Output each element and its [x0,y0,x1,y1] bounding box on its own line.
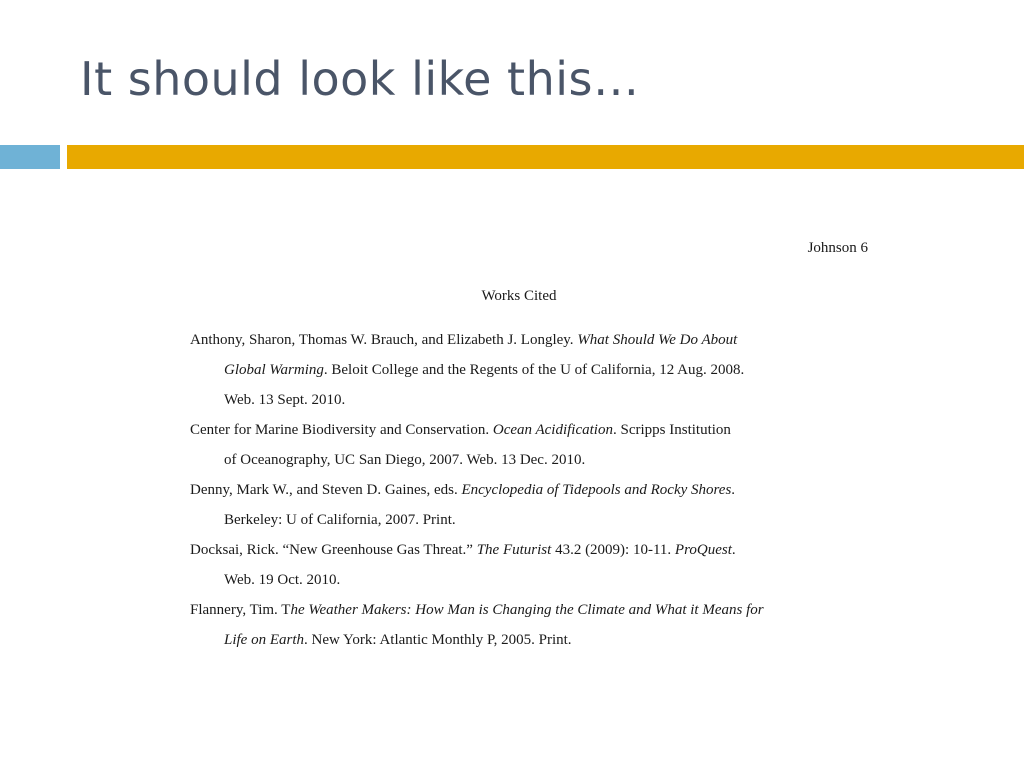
citation-title-italic: he Weather Makers: How Man is Changing the Climate and What it Means for [290,602,764,618]
citation-line-continuation [190,385,870,415]
citation-title-italic: Ocean Acidification [492,422,613,438]
citation-title-italic: Encyclopedia of Tidepools and Rocky Shores [461,482,732,498]
citation-line-continuation [190,625,870,655]
citation-entry [190,325,870,415]
citation-text: Flannery, Tim. T [190,602,291,618]
citation-text: . Beloit College and the Regents of the U of California, 12 Aug. 2008. [323,362,745,378]
citation-entry [190,595,870,655]
citation-text: of Oceanography, UC San Diego, 2007. Web. 13 Dec. 2010. [224,452,586,468]
citation-title-italic: The Futurist [476,542,552,558]
citation-entry [190,475,870,535]
citation-text: Docksai, Rick. “New Greenhouse Gas Threat.” [190,542,477,558]
accent-bar-blue [0,145,60,169]
citation-line-continuation [190,565,870,595]
citation-text: Denny, Mark W., and Steven D. Gaines, eds. [190,482,462,498]
citation-line-first [190,535,870,565]
citation-text: Berkeley: U of California, 2007. Print. [224,512,456,528]
citation-line-continuation [190,505,870,535]
accent-bar-gold [67,145,1024,169]
citation-line-continuation [190,445,870,475]
citation-title-italic: ProQuest [674,542,732,558]
citation-text: . New York: Atlantic Monthly P, 2005. Print. [304,632,572,648]
citation-text: Center for Marine Biodiversity and Conservation. [190,422,493,438]
citation-text: Web. 13 Sept. 2010. [224,392,346,408]
slide-title: It should look like this… [80,52,640,106]
citation-text: . Scripps Institution [612,422,731,438]
citation-line-first [190,595,870,625]
citation-text: Anthony, Sharon, Thomas W. Brauch, and Elizabeth J. Longley. [190,332,578,348]
page-header: Johnson 6 [807,240,868,256]
citation-title-italic: Life on Earth [224,632,305,648]
citation-line-first [190,415,870,445]
citation-entry [190,535,870,595]
citation-entry [190,415,870,475]
citation-title-italic: What Should We Do About [577,332,738,348]
citation-text: . [731,542,736,558]
citation-text: . [731,482,736,498]
citation-line-first [190,475,870,505]
citation-list [190,325,870,655]
works-cited-page [190,240,870,655]
citation-text: Web. 19 Oct. 2010. [224,572,341,588]
works-cited-heading: Works Cited [481,288,557,304]
citation-title-italic: Global Warming [224,362,324,378]
citation-line-continuation [190,355,870,385]
citation-text: 43.2 (2009): 10-11. [551,542,675,558]
citation-line-first [190,325,870,355]
